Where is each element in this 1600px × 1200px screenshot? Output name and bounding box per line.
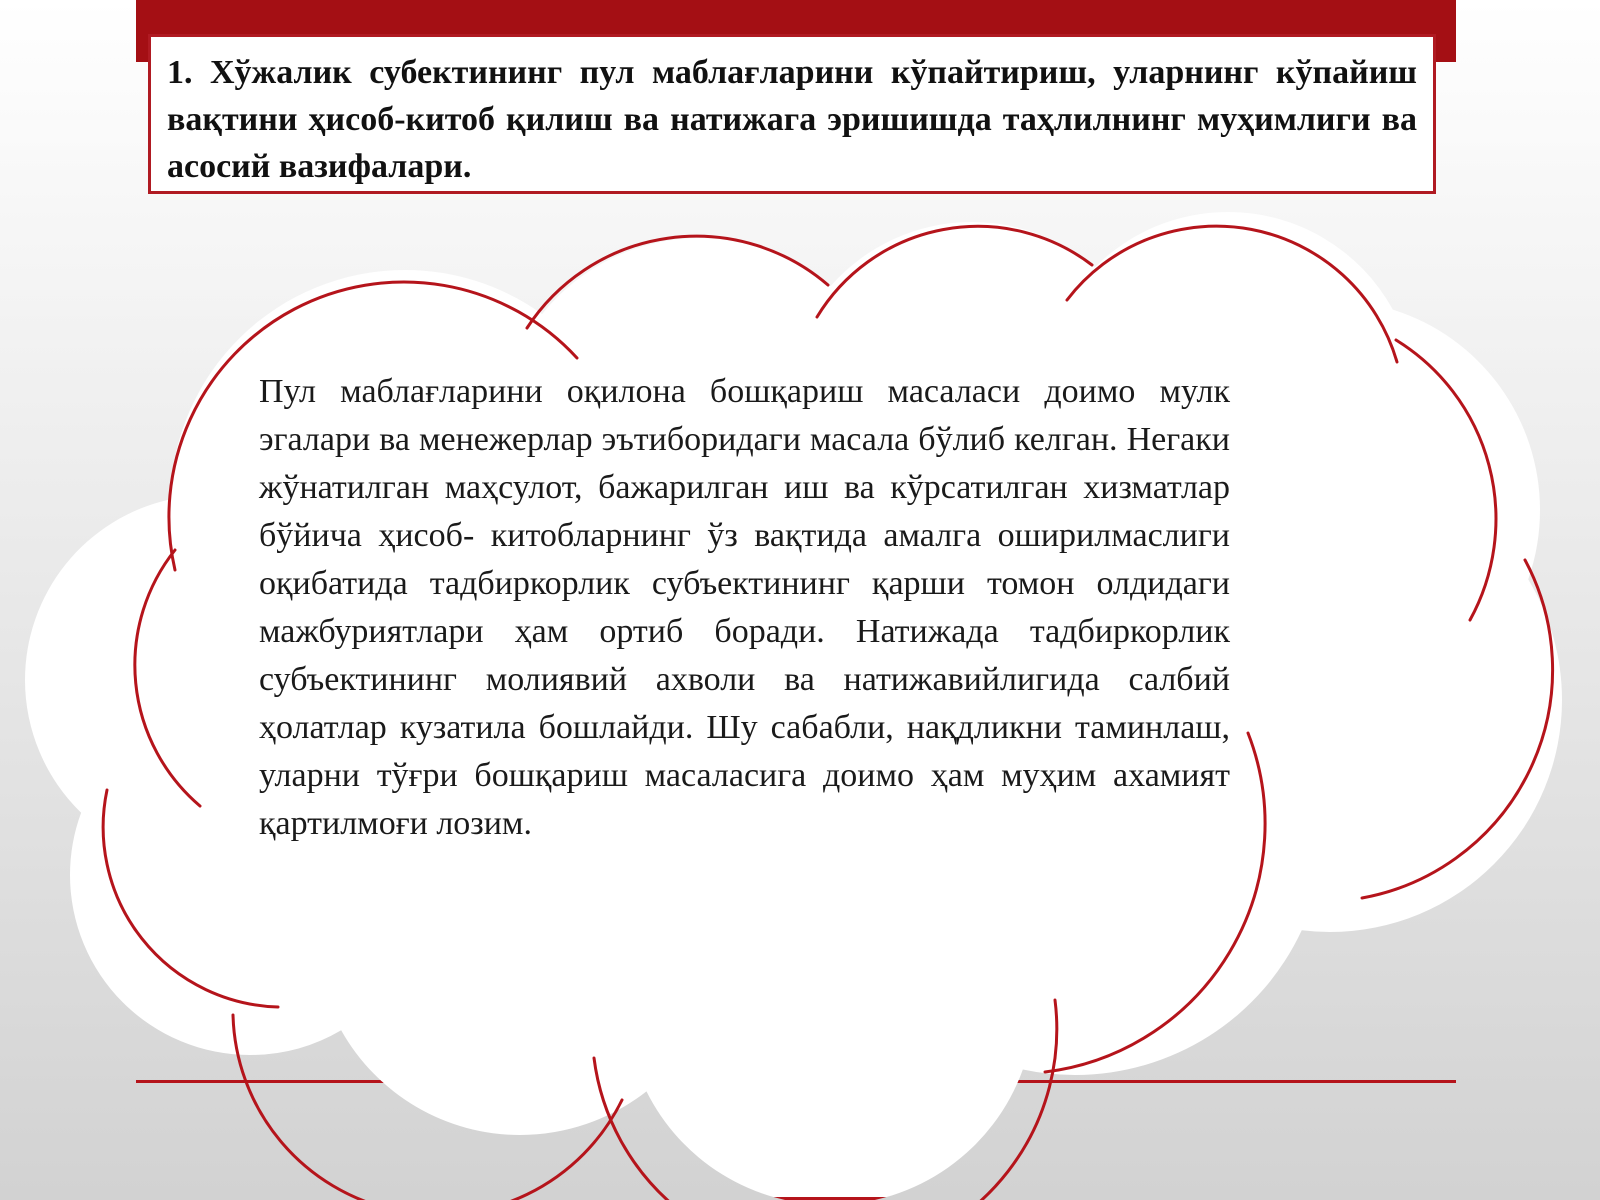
slide-title: 1. Хўжалик субектининг пул маблағларини кўпайтириш, уларнинг кўпайиш вақтини ҳисоб-китоб қилиш ва натижага эришишда таҳлилнинг муҳимлиги ва асосий вазифалари. bbox=[167, 54, 1417, 185]
body-paragraph: Пул маблағларини оқилона бошқариш масаласи доимо мулк эгалари ва менежерлар эътиборидаги масала бўлиб келган. Негаки жўнатилган маҳсулот, бажарилган иш ва кўрсатилган хизматлар бўйича ҳисоб- китобларнинг ўз вақтида амалга оширилмаслиги оқибатида тадбиркорлик субъектининг қарши томон олдидаги мажбуриятлари ҳам ортиб боради. Натижада тадбиркорлик субъектининг молиявий ахволи ва натижавийлигида салбий ҳолатлар кузатила бошлайди. Шу сабабли, нақдликни таминлаш, уларни тўғри бошқариш масаласига доимо ҳам муҳим ахамият қартилмоғи лозим. bbox=[259, 373, 1230, 842]
